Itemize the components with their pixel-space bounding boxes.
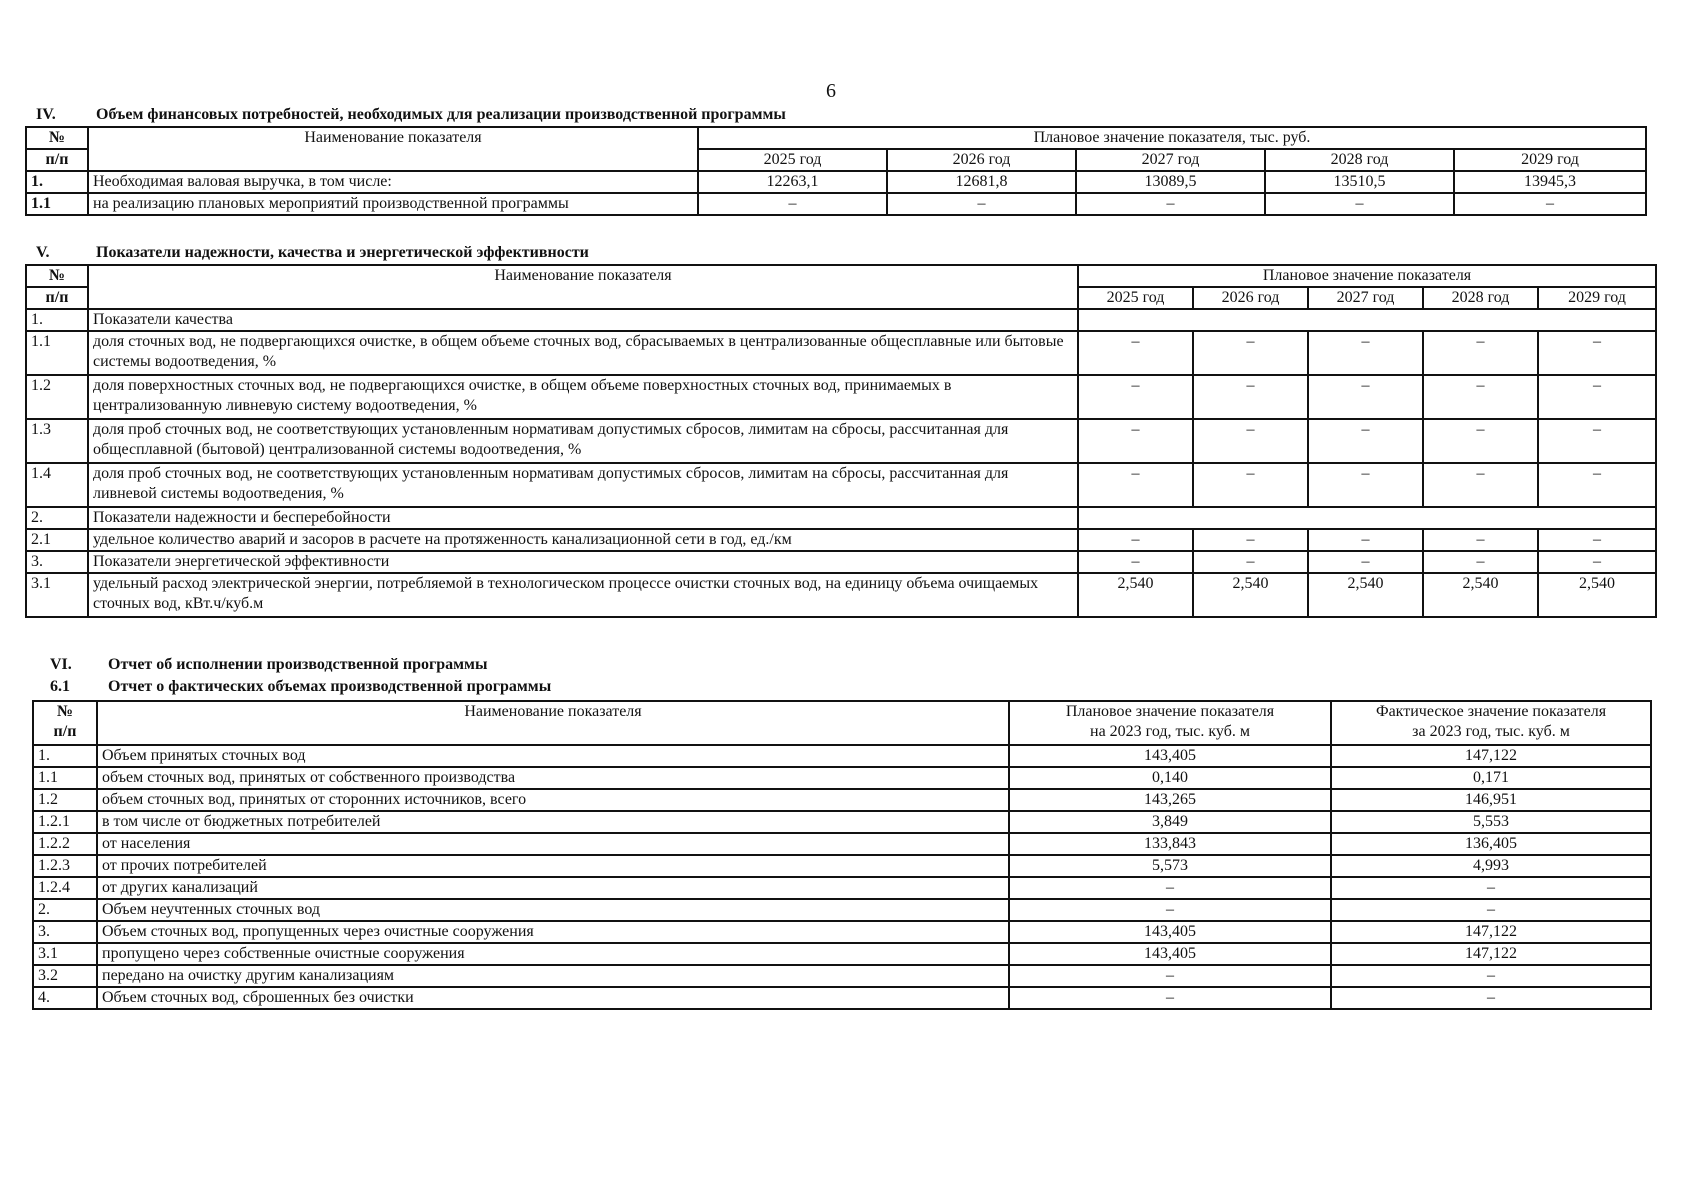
row-value: – [1423, 551, 1538, 573]
table-row [26, 419, 1656, 463]
row-plan: – [1009, 899, 1331, 921]
row-name: доля проб сточных вод, не соответствующих установленным нормативам допустимых сбросов, лимитам на сбросы, рассчитанная для ливневой системы водоотведения, % [88, 463, 1078, 507]
row-value: – [1078, 375, 1193, 419]
section-6-1-number: 6.1 [50, 678, 70, 695]
table-header-name: Наименование показателя [88, 265, 1078, 309]
year-header: 2029 год [1538, 287, 1656, 309]
row-fact: – [1331, 965, 1651, 987]
table-row [33, 943, 1651, 965]
table-row [26, 193, 1646, 215]
table-row [33, 745, 1651, 767]
row-value: – [1538, 419, 1656, 463]
row-name: доля сточных вод, не подвергающихся очистке, в общем объеме сточных вод, сбрасываемых в централизованные общесплавные или бытовые системы водоотведения, % [88, 331, 1078, 375]
table-row [26, 551, 1656, 573]
table-row [33, 987, 1651, 1009]
year-header: 2027 год [1308, 287, 1423, 309]
row-name: в том числе от бюджетных потребителей [97, 811, 1009, 833]
row-fact: – [1331, 987, 1651, 1009]
row-name: Показатели надежности и бесперебойности [88, 507, 1078, 529]
row-number: 1.2.4 [33, 877, 97, 899]
row-name: от прочих потребителей [97, 855, 1009, 877]
row-value: – [1423, 419, 1538, 463]
section-6-1-title: Отчет о фактических объемах производственной программы [108, 678, 552, 695]
row-name: доля поверхностных сточных вод, не подвергающихся очистке, в общем объеме поверхностных сточных вод, принимаемых в централизованную ливневую систему водоотведения, % [88, 375, 1078, 419]
row-value: – [1308, 375, 1423, 419]
row-number: 1.1 [26, 331, 88, 375]
year-header: 2028 год [1265, 149, 1454, 171]
header-plan-line-1: Плановое значение показателя [1065, 703, 1275, 720]
year-header: 2027 год [1076, 149, 1265, 171]
table-row [33, 833, 1651, 855]
table-row [33, 789, 1651, 811]
table-header-plan [1009, 701, 1331, 745]
row-value: – [1193, 419, 1308, 463]
section-6-title: Отчет об исполнении производственной программы [108, 656, 488, 673]
row-value: 13945,3 [1454, 171, 1646, 193]
row-value: – [1538, 529, 1656, 551]
section-5-number: V. [36, 244, 50, 261]
row-name: пропущено через собственные очистные сооружения [97, 943, 1009, 965]
row-fact: 5,553 [1331, 811, 1651, 833]
year-header: 2025 год [698, 149, 887, 171]
table-header-plan: Плановое значение показателя, тыс. руб. [698, 127, 1646, 149]
row-plan: 3,849 [1009, 811, 1331, 833]
row-plan: 143,405 [1009, 921, 1331, 943]
table-header-name: Наименование показателя [88, 127, 698, 171]
row-value: – [887, 193, 1076, 215]
year-header: 2026 год [1193, 287, 1308, 309]
row-name: передано на очистку другим канализациям [97, 965, 1009, 987]
row-value: – [1423, 529, 1538, 551]
section-4-title: Объем финансовых потребностей, необходимых для реализации производственной программы [96, 106, 786, 123]
section-4-title-row [36, 106, 786, 124]
table-row [26, 507, 1656, 529]
table-row [26, 309, 1656, 331]
row-number: 2. [33, 899, 97, 921]
table-row [33, 767, 1651, 789]
row-value: 13089,5 [1076, 171, 1265, 193]
header-fact-line-2: за 2023 год, тыс. куб. м [1412, 723, 1570, 740]
section-5-title-row [36, 244, 589, 262]
row-name: Объем сточных вод, сброшенных без очистки [97, 987, 1009, 1009]
table-header-num: № [26, 127, 88, 149]
row-name: Показатели качества [88, 309, 1078, 331]
row-number: 1.3 [26, 419, 88, 463]
row-name: Объем принятых сточных вод [97, 745, 1009, 767]
reliability-quality-table [25, 264, 1657, 618]
row-fact: 0,171 [1331, 767, 1651, 789]
row-plan: 143,405 [1009, 943, 1331, 965]
row-value: – [1078, 419, 1193, 463]
row-value: – [1078, 463, 1193, 507]
table-header-num [33, 701, 97, 745]
row-value: – [1308, 331, 1423, 375]
table-row [33, 921, 1651, 943]
row-number: 3. [33, 921, 97, 943]
row-value: – [1193, 331, 1308, 375]
row-name: на реализацию плановых мероприятий производственной программы [88, 193, 698, 215]
table-row [26, 529, 1656, 551]
row-fact: 147,122 [1331, 921, 1651, 943]
row-plan: – [1009, 987, 1331, 1009]
row-fact: 4,993 [1331, 855, 1651, 877]
row-name: Необходимая валовая выручка, в том числе: [88, 171, 698, 193]
row-value: 2,540 [1193, 573, 1308, 617]
row-number: 3.1 [33, 943, 97, 965]
row-value: – [1078, 551, 1193, 573]
row-value: – [1308, 419, 1423, 463]
row-value: – [1076, 193, 1265, 215]
row-value: – [1423, 375, 1538, 419]
row-plan: 143,405 [1009, 745, 1331, 767]
row-name: объем сточных вод, принятых от сторонних источников, всего [97, 789, 1009, 811]
row-number: 1.1 [33, 767, 97, 789]
header-plan-line-2: на 2023 год, тыс. куб. м [1090, 723, 1250, 740]
header-num-bottom: п/п [53, 723, 77, 740]
table-row [33, 877, 1651, 899]
section-6-number: VI. [50, 656, 72, 673]
row-name: доля проб сточных вод, не соответствующих установленным нормативам допустимых сбросов, лимитам на сбросы, рассчитанная для общесплавной (бытовой) централизованной системы водоотведения, % [88, 419, 1078, 463]
row-number: 3.1 [26, 573, 88, 617]
row-plan: 5,573 [1009, 855, 1331, 877]
section-5-title: Показатели надежности, качества и энергетической эффективности [96, 244, 589, 261]
row-number: 1.2 [26, 375, 88, 419]
row-number: 2. [26, 507, 88, 529]
row-number: 3. [26, 551, 88, 573]
row-number: 1. [33, 745, 97, 767]
row-name: удельное количество аварий и засоров в расчете на протяженность канализационной сети в год, ед./км [88, 529, 1078, 551]
row-value: – [1078, 529, 1193, 551]
row-fact: 147,122 [1331, 745, 1651, 767]
actual-volumes-table [32, 700, 1652, 1010]
row-name: от других канализаций [97, 877, 1009, 899]
row-value: 12263,1 [698, 171, 887, 193]
row-number: 1.2.2 [33, 833, 97, 855]
row-value-empty [1078, 309, 1656, 331]
row-name: удельный расход электрической энергии, потребляемой в технологическом процессе очистки сточных вод, на единицу объема очищаемых сточных вод, кВт.ч/куб.м [88, 573, 1078, 617]
row-number: 2.1 [26, 529, 88, 551]
header-fact-line-1: Фактическое значение показателя [1375, 703, 1607, 720]
row-name: Объем сточных вод, пропущенных через очистные сооружения [97, 921, 1009, 943]
row-plan: 0,140 [1009, 767, 1331, 789]
table-header-num: № [26, 265, 88, 287]
row-number: 1. [26, 171, 88, 193]
row-value: – [1265, 193, 1454, 215]
row-value-empty [1078, 507, 1656, 529]
row-fact: 146,951 [1331, 789, 1651, 811]
table-row [26, 573, 1656, 617]
row-value: 2,540 [1078, 573, 1193, 617]
row-value: – [1308, 529, 1423, 551]
row-number: 3.2 [33, 965, 97, 987]
row-value: – [1193, 463, 1308, 507]
row-name: Показатели энергетической эффективности [88, 551, 1078, 573]
row-value: – [1078, 331, 1193, 375]
row-name: от населения [97, 833, 1009, 855]
row-plan: – [1009, 877, 1331, 899]
table-row [33, 811, 1651, 833]
row-value: 12681,8 [887, 171, 1076, 193]
row-plan: – [1009, 965, 1331, 987]
row-name: объем сточных вод, принятых от собственного производства [97, 767, 1009, 789]
table-row [33, 899, 1651, 921]
section-6-1-title-row [50, 678, 551, 696]
row-plan: 133,843 [1009, 833, 1331, 855]
section-4-number: IV. [36, 106, 56, 123]
row-number: 1.1 [26, 193, 88, 215]
section-6-title-row [50, 656, 487, 674]
row-value: – [1423, 463, 1538, 507]
row-value: – [1538, 463, 1656, 507]
table-row [33, 965, 1651, 987]
table-header-num-sub: п/п [26, 149, 88, 171]
row-value: – [1538, 551, 1656, 573]
row-number: 1. [26, 309, 88, 331]
row-plan: 143,265 [1009, 789, 1331, 811]
row-value: – [1193, 375, 1308, 419]
table-header-fact [1331, 701, 1651, 745]
page-number: 6 [826, 80, 836, 102]
header-num-top: № [56, 703, 74, 720]
row-value: – [1308, 463, 1423, 507]
row-value: 2,540 [1308, 573, 1423, 617]
row-fact: – [1331, 899, 1651, 921]
row-fact: 147,122 [1331, 943, 1651, 965]
table-row [26, 375, 1656, 419]
table-header-plan: Плановое значение показателя [1078, 265, 1656, 287]
row-number: 1.2.1 [33, 811, 97, 833]
year-header: 2028 год [1423, 287, 1538, 309]
row-number: 1.2.3 [33, 855, 97, 877]
row-value: – [1423, 331, 1538, 375]
row-number: 1.4 [26, 463, 88, 507]
row-value: – [698, 193, 887, 215]
row-number: 4. [33, 987, 97, 1009]
row-value: – [1308, 551, 1423, 573]
row-name: Объем неучтенных сточных вод [97, 899, 1009, 921]
row-value: 2,540 [1538, 573, 1656, 617]
year-header: 2029 год [1454, 149, 1646, 171]
year-header: 2025 год [1078, 287, 1193, 309]
row-fact: 136,405 [1331, 833, 1651, 855]
table-header-name: Наименование показателя [97, 701, 1009, 745]
table-row [26, 463, 1656, 507]
table-row [26, 331, 1656, 375]
row-fact: – [1331, 877, 1651, 899]
table-row [26, 171, 1646, 193]
row-value: – [1538, 331, 1656, 375]
table-header-num-sub: п/п [26, 287, 88, 309]
row-value: – [1193, 551, 1308, 573]
row-value: 13510,5 [1265, 171, 1454, 193]
row-number: 1.2 [33, 789, 97, 811]
row-value: – [1538, 375, 1656, 419]
row-value: – [1454, 193, 1646, 215]
financial-needs-table [25, 126, 1647, 216]
year-header: 2026 год [887, 149, 1076, 171]
row-value: 2,540 [1423, 573, 1538, 617]
table-row [33, 855, 1651, 877]
row-value: – [1193, 529, 1308, 551]
